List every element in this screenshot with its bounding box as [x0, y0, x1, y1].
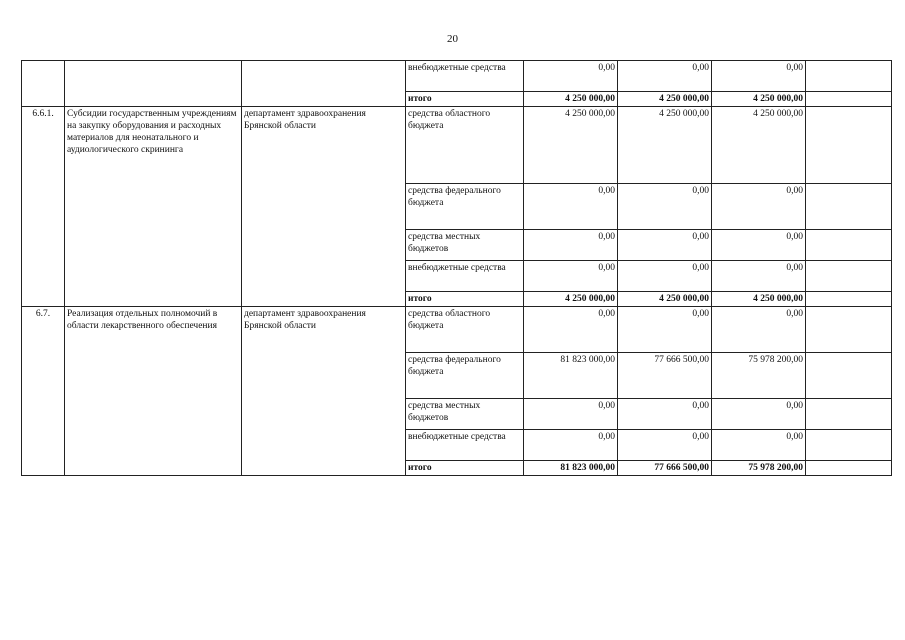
amount-cell: 0,00: [524, 307, 618, 353]
amount-cell: 77 666 500,00: [618, 353, 712, 399]
table-row: [22, 307, 892, 353]
source-cell: средства областного бюджета: [406, 307, 524, 353]
amount-cell: 0,00: [524, 184, 618, 230]
name-cell: [65, 61, 242, 107]
source-cell: итого: [406, 92, 524, 107]
amount-cell: 4 250 000,00: [712, 292, 806, 307]
amount-cell: 0,00: [524, 230, 618, 261]
amount-cell: 81 823 000,00: [524, 353, 618, 399]
amount-cell: 0,00: [618, 307, 712, 353]
source-cell: внебюджетные средства: [406, 261, 524, 292]
budget-table: [21, 60, 892, 476]
amount-cell: 0,00: [712, 307, 806, 353]
amount-cell: 0,00: [524, 399, 618, 430]
amount-cell: 0,00: [618, 230, 712, 261]
amount-cell: 0,00: [712, 430, 806, 461]
note-cell: [806, 307, 892, 353]
amount-cell: 4 250 000,00: [712, 107, 806, 184]
source-cell: средства местных бюджетов: [406, 230, 524, 261]
table-row: [22, 61, 892, 92]
amount-cell: 0,00: [524, 61, 618, 92]
source-cell: средства областного бюджета: [406, 107, 524, 184]
amount-cell: 0,00: [712, 399, 806, 430]
note-cell: [806, 184, 892, 230]
amount-cell: 75 978 200,00: [712, 461, 806, 476]
source-cell: средства местных бюджетов: [406, 399, 524, 430]
note-cell: [806, 292, 892, 307]
page-number: 20: [447, 33, 458, 45]
code-cell: 6.6.1.: [22, 107, 65, 307]
note-cell: [806, 61, 892, 92]
amount-cell: 4 250 000,00: [524, 292, 618, 307]
amount-cell: 4 250 000,00: [618, 92, 712, 107]
executor-cell: департамент здравоохранения Брянской области: [242, 307, 406, 476]
amount-cell: 0,00: [618, 430, 712, 461]
note-cell: [806, 261, 892, 292]
source-cell: средства федерального бюджета: [406, 353, 524, 399]
source-cell: внебюджетные средства: [406, 61, 524, 92]
amount-cell: 0,00: [712, 230, 806, 261]
amount-cell: 0,00: [524, 430, 618, 461]
executor-cell: [242, 61, 406, 107]
source-cell: итого: [406, 461, 524, 476]
amount-cell: 0,00: [618, 61, 712, 92]
source-cell: средства федерального бюджета: [406, 184, 524, 230]
table-row: [22, 107, 892, 184]
amount-cell: 4 250 000,00: [712, 92, 806, 107]
amount-cell: 0,00: [618, 184, 712, 230]
name-cell: Реализация отдельных полномочий в области лекарственного обеспечения: [65, 307, 242, 476]
amount-cell: 4 250 000,00: [524, 92, 618, 107]
code-cell: [22, 61, 65, 107]
amount-cell: 0,00: [618, 399, 712, 430]
amount-cell: 4 250 000,00: [618, 107, 712, 184]
source-cell: итого: [406, 292, 524, 307]
note-cell: [806, 107, 892, 184]
note-cell: [806, 230, 892, 261]
amount-cell: 0,00: [712, 61, 806, 92]
note-cell: [806, 92, 892, 107]
amount-cell: 4 250 000,00: [618, 292, 712, 307]
source-cell: внебюджетные средства: [406, 430, 524, 461]
amount-cell: 0,00: [712, 184, 806, 230]
code-cell: 6.7.: [22, 307, 65, 476]
amount-cell: 77 666 500,00: [618, 461, 712, 476]
executor-cell: департамент здравоохранения Брянской области: [242, 107, 406, 307]
amount-cell: 4 250 000,00: [524, 107, 618, 184]
amount-cell: 0,00: [712, 261, 806, 292]
name-cell: Субсидии государственным учреждениям на закупку оборудования и расходных материалов для неонатального и аудиологического скрининга: [65, 107, 242, 307]
amount-cell: 75 978 200,00: [712, 353, 806, 399]
note-cell: [806, 399, 892, 430]
amount-cell: 0,00: [524, 261, 618, 292]
note-cell: [806, 461, 892, 476]
note-cell: [806, 430, 892, 461]
amount-cell: 0,00: [618, 261, 712, 292]
amount-cell: 81 823 000,00: [524, 461, 618, 476]
note-cell: [806, 353, 892, 399]
